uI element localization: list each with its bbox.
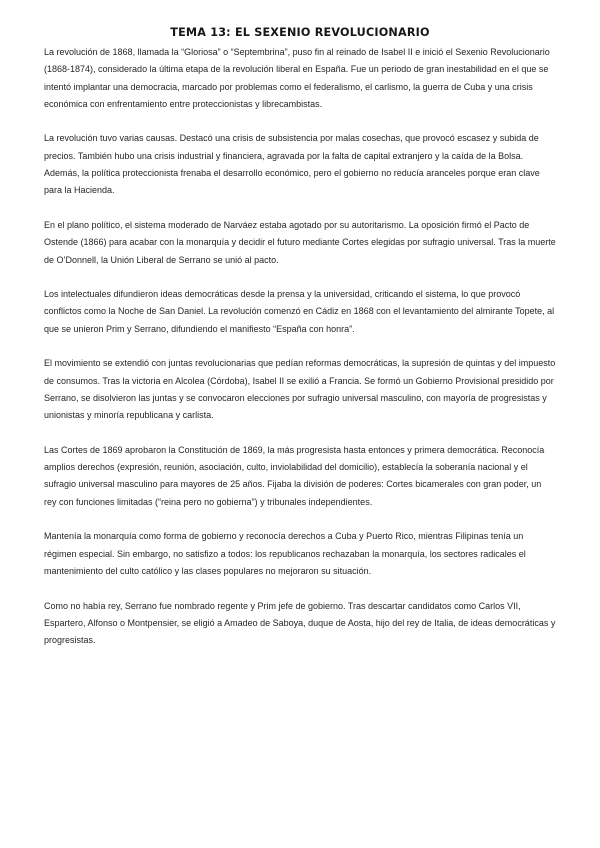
paragraph-intro: La revolución de 1868, llamada la “Gloriosa” o “Septembrina”, puso fin al reinado de Isabel II e inició el Sexenio Revolucionario (1868-1874), considerado la última etapa de la revolución liberal en España. Fue un periodo de gran inestabilidad en el que se intentó implantar una democracia, marcado por problemas como el federalismo, el carlismo, la guerra de Cuba y una crisis económica con enfrentamiento entre proteccionistas y librecambistas. bbox=[44, 47, 550, 109]
paragraph-politics: En el plano político, el sistema moderado de Narváez estaba agotado por su autoritarismo. La oposición firmó el Pacto de Ostende (1866) para acabar con la monarquía y decidir el futuro mediante Cortes elegidas por sufragio universal. Tras la muerte de O’Donnell, la Unión Liberal de Serrano se unió al pacto. bbox=[44, 219, 556, 265]
document-body bbox=[44, 44, 556, 667]
paragraph-monarchy: Mantenía la monarquía como forma de gobierno y reconocía derechos a Cuba y Puerto Rico, mientras Filipinas tenía un régimen especial. Sin embargo, no satisfizo a todos: los republicanos rechazaban la monarquía, los sectores radicales el mantenimiento del culto católico y las clases populares no mejoraron su situación. bbox=[44, 531, 526, 576]
paragraph-regency: Como no había rey, Serrano fue nombrado regente y Prim jefe de gobierno. Tras descartar candidatos como Carlos VII, Espartero, Alfonso o Montpensier, se eligió a Amadeo de Saboya, duque de Aosta, hijo del rey de Italia, de ideas democráticas y progresistas. bbox=[44, 600, 556, 646]
page-title: TEMA 13: EL SEXENIO REVOLUCIONARIO bbox=[170, 26, 430, 39]
paragraph-movement: El movimiento se extendió con juntas revolucionarias que pedían reformas democráticas, la supresión de quintas y del impuesto de consumos. Tras la victoria en Alcolea (Córdoba), Isabel II se exilió a Francia. Se formó un Gobierno Provisional presidido por Serrano, se disolvieron las juntas y se convocaron elecciones por sufragio universal masculino, con mayoría de progresistas y unionistas y minoría republicana y carlista. bbox=[44, 358, 556, 421]
paragraph-constitution: Las Cortes de 1869 aprobaron la Constitución de 1869, la más progresista hasta entonces y primera democrática. Reconocía amplios derechos (expresión, reunión, asociación, culto, inviolabilidad del domicilio), establecía la soberanía nacional y el sufragio universal masculino para mayores de 25 años. Fijaba la división de poderes: Cortes bicamerales con gran poder, un rey con funciones limitadas (“reina pero no gobierna”) y tribunales independientes. bbox=[44, 444, 545, 507]
paragraph-intellectuals: Los intelectuales difundieron ideas democráticas desde la prensa y la universidad, criticando el sistema, lo que provocó conflictos como la Noche de San Daniel. La revolución comenzó en Cádiz en 1868 con el levantamiento del almirante Topete, al que se unieron Prim y Serrano, difundiendo el manifiesto “España con honra”. bbox=[44, 289, 555, 334]
paragraph-causes: La revolución tuvo varias causas. Destacó una crisis de subsistencia por malas cosechas, que provocó escasez y subida de precios. También hubo una crisis industrial y financiera, agravada por la falta de capital extranjero y la caída de la Bolsa. Además, la política proteccionista frenaba el desarrollo económico, pero el gobierno no reducía aranceles porque eran clave para la Hacienda. bbox=[44, 133, 540, 196]
